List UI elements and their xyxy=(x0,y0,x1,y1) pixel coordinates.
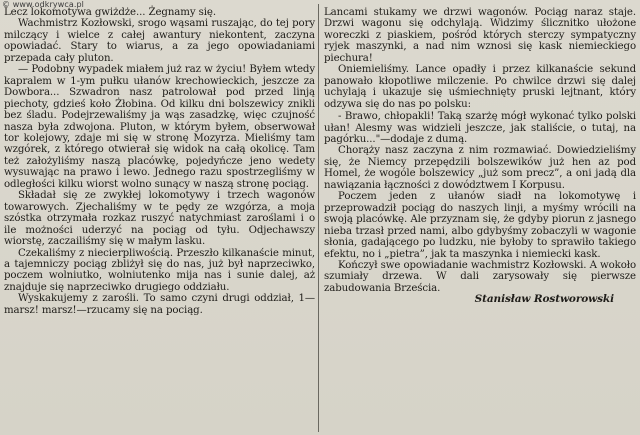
paragraph: Wyskakujemy z zarośli. To samo czyni drugi oddział, 1—marsz! marsz!—rzucamy się na pociąg. xyxy=(4,293,315,316)
paragraph: Chorąży nasz zaczyna z nim rozmawiać. Dowiedzieliśmy się, że Niemcy przepędzili bolszewików już hen az pod Homel, że wogóle bolszewicy „już som precz”, a oni jadą dla nawiązania łączności z dowództwem I Korpusu. xyxy=(324,145,636,191)
paragraph: Lecz lokomotywa gwiżdże... Żegnamy się. xyxy=(4,7,216,18)
paragraph: - Brawo, chłopakli! Taką szarżę mógł wykonać tylko polski ułan! Alesmy was widzieli jeszcze, jak staliście, o tutaj, na pagórku..."—dodaje z dumą. xyxy=(324,111,636,145)
paragraph: Czekaliśmy z niecierpliwością. Przeszło kilkanaście minut, a tajemniczy pociąg zbliżył się do nas, już był naprzeciwko, poczem wolniutko, wolniutenko mija nas i sunie dalej, aż znajduje się naprzeciwko drugiego oddziału. xyxy=(4,247,315,293)
paragraph: Wachmistrz Kozłowski, srogo wąsami ruszając, do tej pory milczący i wielce z całej awantury niekontent, zaczyna opowiadać. Stary to wiarus, a za jego opowiadaniami przepada cały pluton. xyxy=(4,18,315,64)
right-column xyxy=(324,7,636,306)
paragraph: Oniemieliśmy. Lance opadły i przez kilkanaście sekund panowało kłopotliwe milczenie. Po chwilce drzwi się dalej uchylają i ukazuje się uśmiechnięty pruski lejtnant, który odzywa się do nas po polsku: xyxy=(324,64,636,110)
paragraph: Składał się ze zwykłej lokomotywy i trzech wagonów towarowych. Zjechaliśmy w te pędy ze wzgórza, a moja szóstka otrzymała rozkaz ruszyć natychmiast zaroślami i o ile możności uderzyć na pociąg od tyłu. Odjechawszy wiorstę, zaczailiśmy się w małym lasku. xyxy=(4,190,315,248)
paragraph: Lancami stukamy we drzwi wagonów. Pociąg naraz staje. Drzwi wagonu się odchylają. Widzimy ślicznitko ułożone woreczki z piaskiem, pośród których sterczy sympatyczny ryjek maszynki, a nad nim wznosi się kask niemieckiego piechura! xyxy=(324,7,636,64)
paragraph: Poczem jeden z ułanów siadł na lokomotywę i przeprowadził pociąg do naszych linji, a myśmy wrócili na swoją placówkę. Ale przyznam się, że gdyby piorun z jasnego nieba trzasł przed nami, albo gdybyśmy zobaczyli w wagonie słonia, gadającego po ludzku, nie byłoby to sprawiło takiego efektu, no i „pietra”, jak ta maszynka i niemiecki kask. xyxy=(324,191,636,260)
paragraph: — Podobny wypadek miałem już raz w życiu! Byłem wtedy kapralem w 1-ym pułku ułanów krechowieckich, jeszcze za Dowbora... Szwadron nasz patrolował pod przed linją piechoty, gdzieś koło Żłobina. Od kilku dni bolszewicy znikli bez śladu. Podejrzewaliśmy ja wąs zasadzkę, więc czujność nasza była zdwojona. Pluton, w którym byłem, obserwował tor kolejowy, zdaje mi się w stronę Mozyrza. Mieliśmy tam wzgórek, z którego otwierał się widok na całą okolicę. Tam też założyliśmy naszą placówkę, pojedyńcze jeno wedety wysuwając na prawo i lewo. Jednego razu spostrzegliśmy w odległości kilku wiorst wolno sunący w naszą stronę pociąg. xyxy=(4,64,315,190)
watermark: © www.odkrywca.pl xyxy=(2,0,84,9)
paragraph: Kończył swe opowiadanie wachmistrz Kozłowski. A wokoło szumiały drzewa. W dali zarysowały się pierwsze zabudowania Brześcia. xyxy=(324,259,636,294)
column-divider xyxy=(318,4,319,432)
author-signature: Stanisław Rostworowski xyxy=(474,293,614,306)
left-column xyxy=(4,7,315,316)
